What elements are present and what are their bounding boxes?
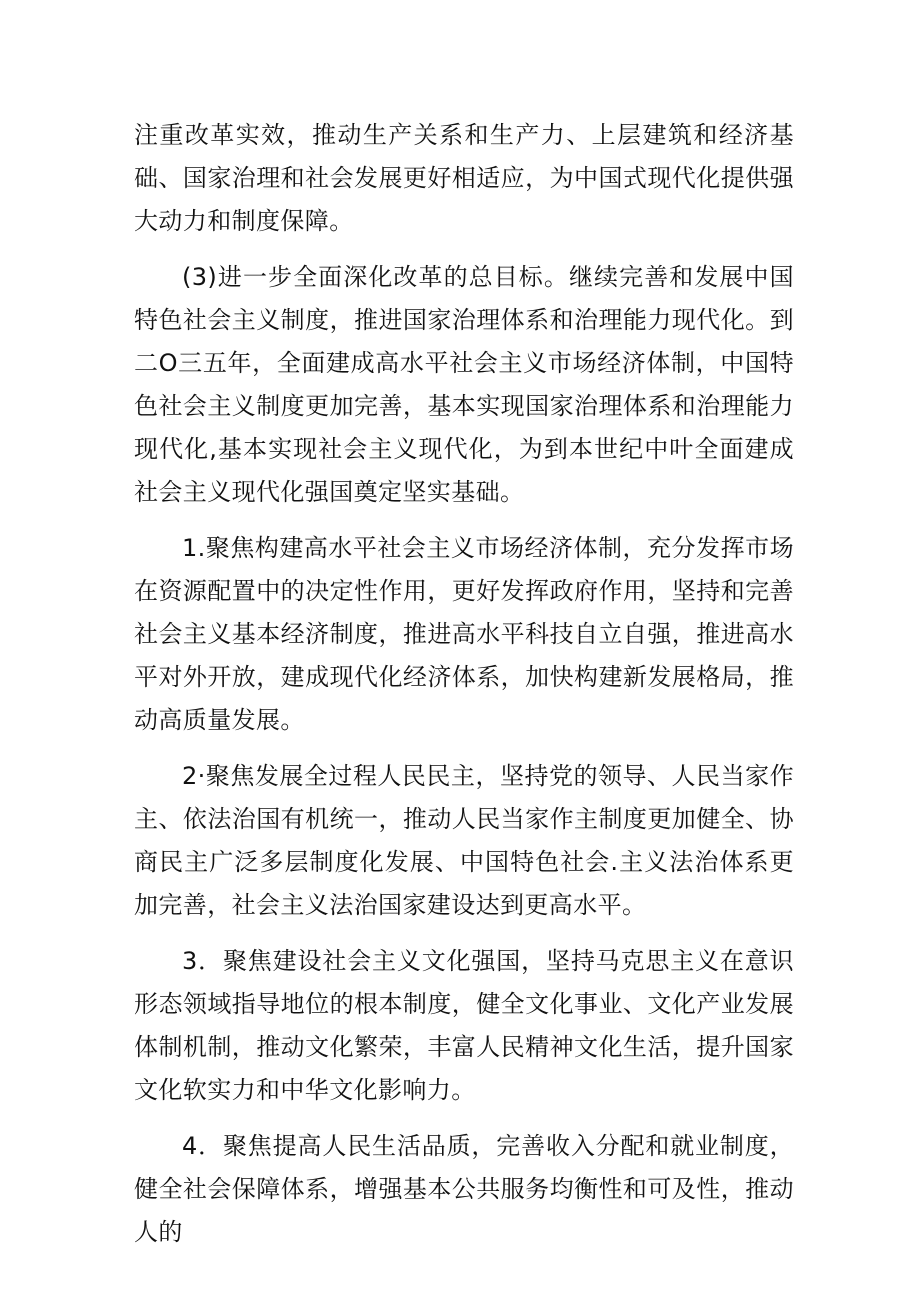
paragraph-continued: 注重改革实效，推动生产关系和生产力、上层建筑和经济基础、国家治理和社会发展更好相适应，为中国式现代化提供强大动力和制度保障。 xyxy=(134,121,794,235)
paragraph-item-2: 2·聚焦发展全过程人民民主，坚持党的领导、人民当家作主、依法治国有机统一，推动人民当家作主制度更加健全、协商民主广泛多层制度化发展、中国特色社会.主义法治体系更加完善，社会主义法治国家建设达到更高水平。 xyxy=(134,762,794,919)
paragraph-item-4: 4．聚焦提高人民生活品质，完善收入分配和就业制度，健全社会保障体系，增强基本公共服务均衡性和可及性，推动人的 xyxy=(134,1132,794,1246)
paragraph-item-1: 1.聚焦构建高水平社会主义市场经济体制，充分发挥市场在资源配置中的决定性作用，更好发挥政府作用，坚持和完善社会主义基本经济制度，推进高水平科技自立自强，推进高水平对外开放，建成现代化经济体系，加快构建新发展格局，推动高质量发展。 xyxy=(134,534,794,734)
document-body xyxy=(134,114,794,1254)
paragraph-item-3: 3．聚焦建设社会主义文化强国，坚持马克思主义在意识形态领域指导地位的根本制度，健全文化事业、文化产业发展体制机制，推动文化繁荣，丰富人民精神文化生活，提升国家文化软实力和中华文化影响力。 xyxy=(134,947,794,1104)
paragraph-overall-goal: (3)进一步全面深化改革的总目标。继续完善和发展中国特色社会主义制度，推进国家治理体系和治理能力现代化。到二O三五年，全面建成高水平社会主义市场经济体制，中国特色社会主义制度更加完善，基本实现国家治理体系和治理能力现代化,基本实现社会主义现代化，为到本世纪中叶全面建成社会主义现代化强国奠定坚实基础。 xyxy=(134,263,794,506)
